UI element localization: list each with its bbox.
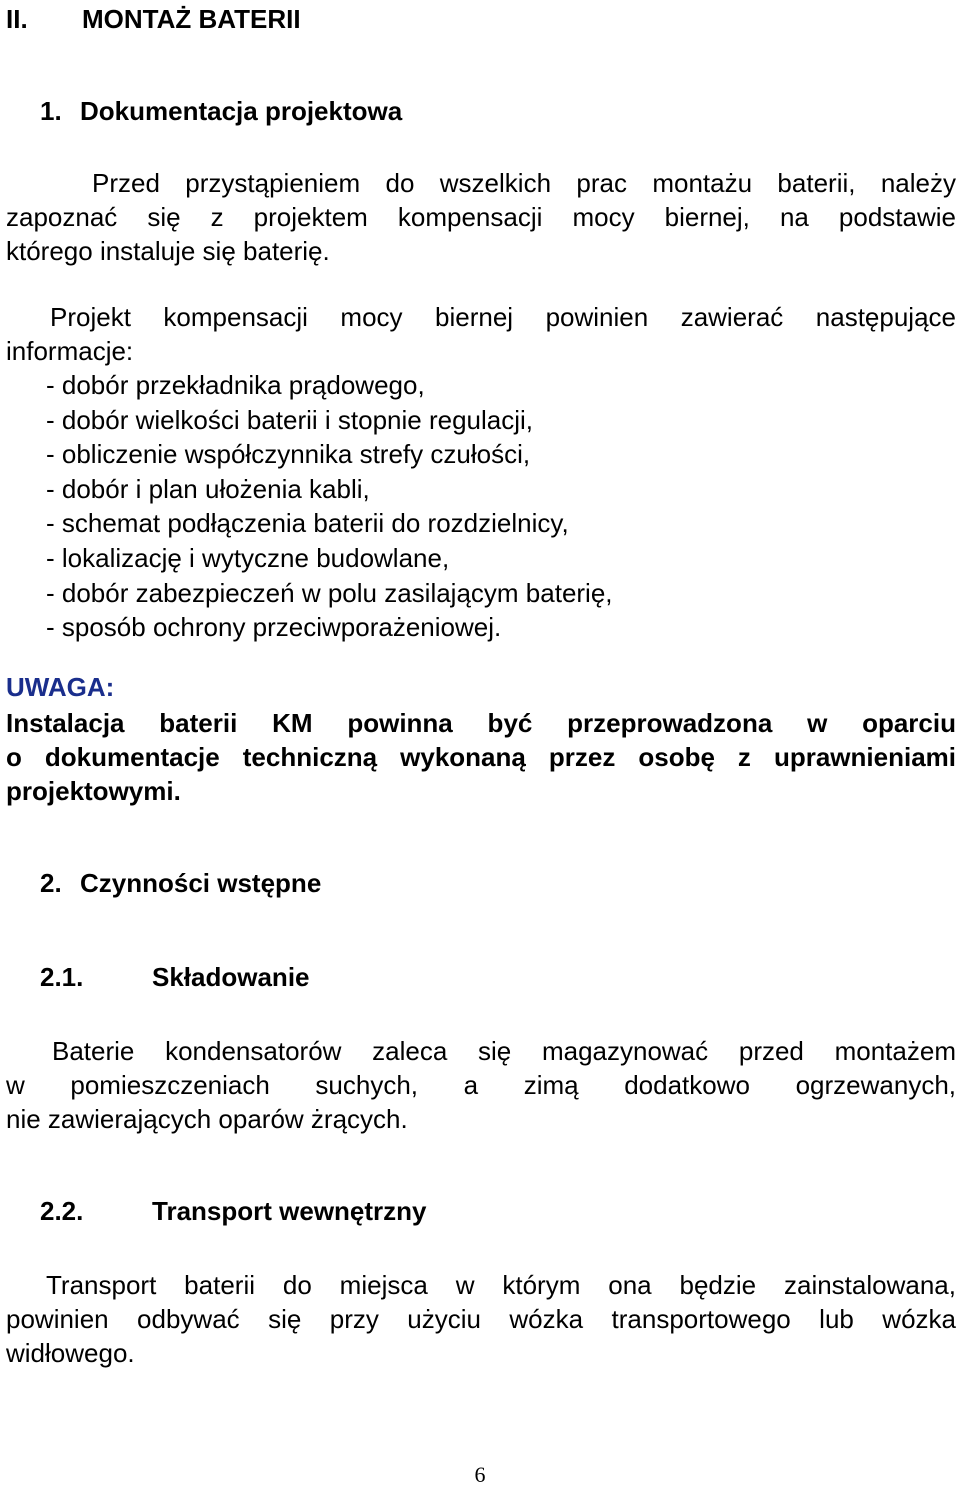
subsection-2-1-title: Składowanie xyxy=(152,962,310,992)
list-item: - dobór przekładnika prądowego, xyxy=(46,370,425,400)
paragraph-line: Projekt kompensacji mocy biernej powinien zawierać następujące xyxy=(50,302,956,332)
subsection-1-title: Dokumentacja projektowa xyxy=(80,96,403,126)
paragraph-intro xyxy=(6,166,956,268)
paragraph-line: nie zawierających oparów żrących. xyxy=(6,1104,408,1134)
subsection-2-title: Czynności wstępne xyxy=(80,868,322,898)
list-item: - dobór wielkości baterii i stopnie regulacji, xyxy=(46,404,534,435)
paragraph-transport xyxy=(6,1268,956,1370)
subsection-2-2-heading xyxy=(40,1196,427,1227)
paragraph-line: informacje: xyxy=(6,336,134,366)
list-item: - sposób ochrony przeciwporażeniowej. xyxy=(46,612,502,643)
subsection-2-heading xyxy=(40,868,321,899)
warning-text xyxy=(6,706,956,808)
section-number: II. xyxy=(6,4,28,34)
paragraph-line: którego instaluje się baterię. xyxy=(6,236,330,266)
subsection-2-number: 2. xyxy=(40,868,62,898)
subsection-2-1-heading xyxy=(40,962,310,993)
page-number: 6 xyxy=(474,1462,486,1487)
warning-line: o dokumentacje techniczną wykonaną przez osobę z uprawnieniami xyxy=(6,742,956,772)
paragraph-line: zapoznać się z projektem kompensacji mocy biernej, na podstawie xyxy=(6,202,956,232)
list-item: - obliczenie współczynnika strefy czułości, xyxy=(46,439,531,470)
paragraph-line: w pomieszczeniach suchych, a zimą dodatkowo ogrzewanych, xyxy=(6,1070,956,1100)
warning-label: UWAGA: xyxy=(6,672,115,702)
paragraph-line: Baterie kondensatorów zaleca się magazynować przed montażem xyxy=(52,1036,956,1066)
requirements-list xyxy=(46,368,613,645)
warning-line: Instalacja baterii KM powinna być przeprowadzona w oparciu xyxy=(6,708,956,738)
list-item: - schemat podłączenia baterii do rozdzielnicy, xyxy=(46,508,569,539)
list-item: - lokalizację i wytyczne budowlane, xyxy=(46,542,450,573)
paragraph-line: Przed przystąpieniem do wszelkich prac montażu baterii, należy xyxy=(92,168,956,198)
paragraph-project-info xyxy=(6,300,956,368)
section-title: MONTAŻ BATERII xyxy=(82,4,301,34)
subsection-2-1-number: 2.1. xyxy=(40,962,84,992)
paragraph-line: widłowego. xyxy=(6,1338,135,1368)
warning-line: projektowymi. xyxy=(6,776,181,806)
section-heading xyxy=(6,4,301,35)
subsection-1-heading xyxy=(40,96,402,127)
list-item: - dobór i plan ułożenia kabli, xyxy=(46,473,370,504)
subsection-2-2-title: Transport wewnętrzny xyxy=(152,1196,427,1226)
paragraph-line: Transport baterii do miejsca w którym ona będzie zainstalowana, xyxy=(46,1270,956,1300)
paragraph-storage xyxy=(6,1034,956,1136)
subsection-1-number: 1. xyxy=(40,96,62,126)
list-item: - dobór zabezpieczeń w polu zasilającym baterię, xyxy=(46,577,613,608)
paragraph-line: powinien odbywać się przy użyciu wózka transportowego lub wózka xyxy=(6,1304,956,1334)
subsection-2-2-number: 2.2. xyxy=(40,1196,84,1226)
